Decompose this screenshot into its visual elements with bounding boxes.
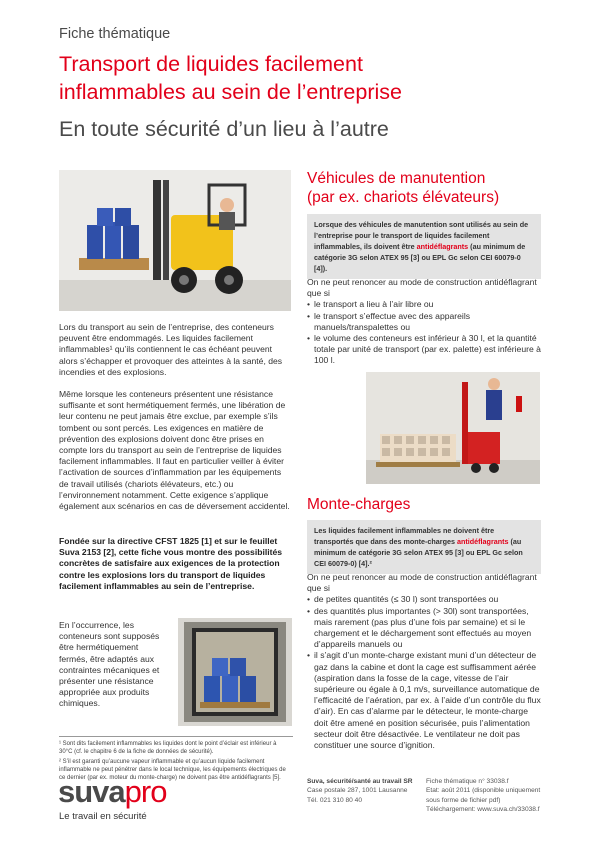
footer-address: Case postale 287, 1001 Lausanne	[307, 787, 408, 795]
list-item: • le transport a lieu à l’air libre ou	[307, 299, 541, 310]
requirement-text-post: (au minimum de catégorie 3G selon ATEX 95 [3] ou EPL Gc selon CEI 60079-0 [4]).	[314, 242, 526, 273]
vehicles-exceptions-list	[307, 299, 541, 366]
footnote-2: ² S’il est garanti qu’aucune vapeur inflammable et qu’aucun liquide facilement inflammable ne peut pénétrer dans le local technique, les équipements électriques de ce dernier (par ex. moteur du monte-charge) ne doivent pas être antidéflagrants [5].	[59, 759, 286, 781]
requirement-text-pre: Lorsque des véhicules de manutention sont utilisés au sein de l’entreprise pour le transport de liquides facilement inflammables, ils doivent être	[314, 220, 529, 251]
list-item: • le transport s’effectue avec des appareils manuels/transpalettes ou	[307, 311, 541, 333]
requirement-keyword: antidéflagrants	[416, 242, 469, 251]
requirement-box-vehicles	[307, 214, 541, 279]
summary-paragraph: Fondée sur la directive CFST 1825 [1] et sur le feuillet Suva 2153 [2], cette fiche vous montre des possibilités concrètes de satisfaire aux exigences de la protection contre les explosions lors du transport de liquides facilement inflammables au sein de l’entreprise.	[59, 536, 283, 591]
logo-pro: pro	[124, 774, 167, 809]
footer-org: Suva, sécurité/santé au travail SR	[307, 778, 413, 785]
intro-paragraph-2: Même lorsque les conteneurs présentent une résistance suffisante et sont hermétiquement fermés, une libération de leur contenu ne peut jamais être exclue, par exemple s’ils tombent ou sont percés. Les exigences en matière de prévention des explosions doivent donc être prises en compte lors du transport au sein de l’entreprise de liquides facilement inflammables. Il faut en particulier veiller à éviter l’activation de sources d’inflammation par les équipements de travail utilisés (chariots élévateurs, etc.) ou l’environnement notamment. Cette exigence s’applique également aux scénarios en cas de déversement accidentel.	[59, 389, 290, 512]
footer-state: Etat: août 2011 (disponible uniquement sous forme de fichier pdf)	[426, 787, 541, 804]
suvapro-logo	[58, 776, 166, 808]
intro-text	[59, 322, 293, 523]
elevator-photo	[178, 618, 292, 726]
list-item: • le volume des conteneurs est inférieur à 30 l, et la quantité totale par unité de transport (par ex. palette) est inférieure à 100 l.	[307, 333, 541, 367]
footer-phone: Tél. 021 310 80 40	[307, 796, 362, 804]
list-item: • des quantités plus importantes (> 30l) sont transportées, mais rarement (pas plus d’une fois par semaine) et si le chargement et le déchargement sont effectués au moyen d’appareils manuels ou	[307, 606, 541, 651]
requirement-keyword: antidéflagrants	[457, 537, 509, 546]
footer-contact	[307, 777, 427, 805]
footer-ref-number: Fiche thématique n° 33038.f	[426, 778, 509, 785]
forklift-photo	[59, 170, 291, 311]
list-item: • de petites quantités (≤ 30 l) sont transportées ou	[307, 594, 541, 605]
footer-reference	[426, 777, 541, 815]
section-heading-lifts: Monte-charges	[307, 496, 411, 513]
assumption-paragraph: En l’occurrence, les conteneurs sont supposés être hermétiquement fermés, être adaptés aux contraintes mécaniques et présenter une résistance appropriée aux produits chimiques.	[59, 620, 160, 709]
logo-suva: suva	[58, 774, 125, 809]
document-subtitle: En toute sécurité d’un lieu à l’autre	[59, 117, 389, 141]
document-title	[59, 50, 579, 106]
footnote-1: ¹ Sont dits facilement inflammables les liquides dont le point d’éclair est inférieur à 30°C (cf. le chapitre 6 de la fiche de données de sécurité).	[59, 741, 277, 755]
lifts-exceptions-intro: On ne peut renoncer au mode de construction antidéflagrant que si	[307, 572, 537, 594]
section-heading-vehicles-line-2: (par ex. chariots élévateurs)	[307, 189, 500, 206]
requirement-text-post: (au minimum de catégorie 3G selon ATEX 95 [3] ou EPL Gc selon CEI 60079-0) [4].²	[314, 537, 523, 568]
section-heading-vehicles	[307, 169, 547, 207]
vehicles-exceptions-intro: On ne peut renoncer au mode de construction antidéflagrant que si	[307, 277, 537, 299]
requirement-text-pre: Les liquides facilement inflammables ne doivent être transportés que dans des monte-charges	[314, 526, 495, 546]
title-line-1: Transport de liquides facilement	[59, 52, 363, 76]
vehicles-exceptions	[307, 277, 541, 367]
title-line-2: inflammables au sein de l’entreprise	[59, 80, 402, 104]
pallet-truck-photo	[366, 372, 540, 484]
lifts-exceptions	[307, 572, 541, 751]
footer-download[interactable]: Téléchargement: www.suva.ch/33038.f	[426, 806, 540, 814]
slogan: Le travail en sécurité	[59, 811, 147, 822]
footnote-rule	[59, 736, 293, 737]
requirement-box-lifts	[307, 520, 541, 574]
list-item: • il s’agit d’un monte-charge existant muni d’un détecteur de gaz dans la cabine et dont la cage est suffisamment aérée (aspiration dans la fosse de la cage, vitesse de l’air supérieure ou égale à 0,1 m/s, surveillance automatique de l’efficacité de l’aération, par ex. à l’aide d’un contrôle du flux d’air). En cas d’alarme par le détecteur, le monte-charge doit être amené en position sécurisée, puis l’alimentation secteur doit être désactivée. Le ventilateur ne doit pas constituer une source d’ignition.	[307, 650, 541, 751]
document-kicker: Fiche thématique	[59, 26, 171, 42]
intro-paragraph-1: Lors du transport au sein de l’entreprise, des conteneurs peuvent être endommagés. Les liquides facilement inflammables¹ qu’ils contiennent le cas échéant peuvent alors s’échapper et provoquer des atteintes à la santé, des incendies et des explosions.	[59, 322, 283, 377]
section-heading-vehicles-line-1: Véhicules de manutention	[307, 170, 486, 187]
lifts-exceptions-list	[307, 594, 541, 751]
